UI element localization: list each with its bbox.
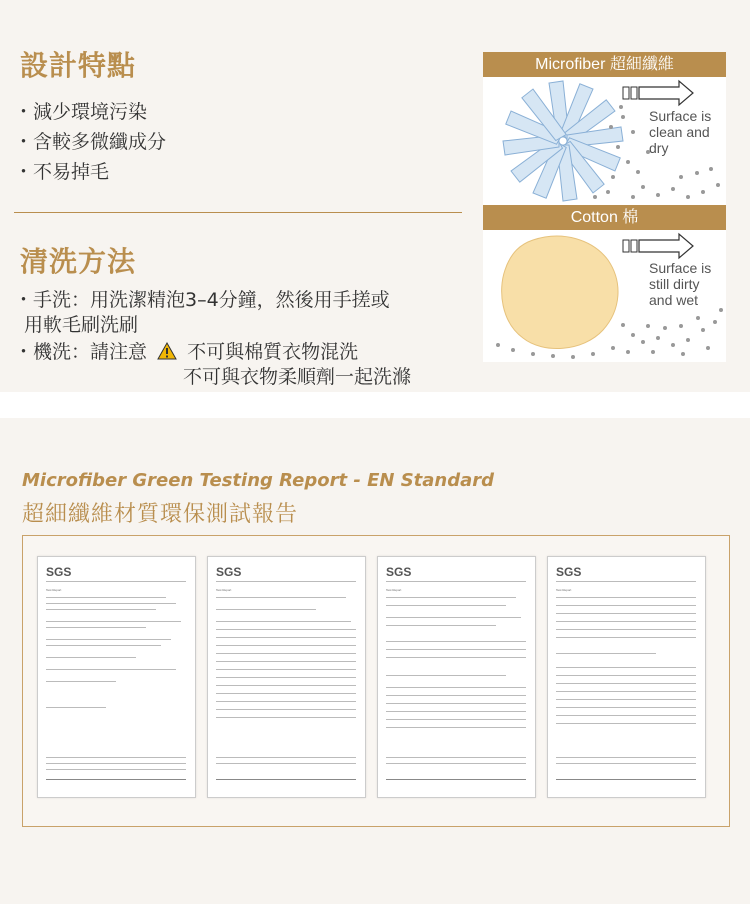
- report-title-zh: 超細纖維材質環保測試報告: [22, 502, 299, 527]
- feature-item: ・含較多微纖成分: [14, 131, 167, 153]
- report-heading: Test Report: [386, 588, 402, 592]
- report-heading: Test Report: [216, 588, 232, 592]
- report-page[interactable]: [37, 556, 196, 798]
- arrow-right-icon: [623, 234, 693, 258]
- feature-item: ・減少環境污染: [14, 101, 148, 123]
- report-title-en: Microfiber Green Testing Report - EN Standard: [22, 470, 495, 491]
- report-page[interactable]: [547, 556, 706, 798]
- features-title: 設計特點: [20, 49, 137, 82]
- cotton-caption: Surface is still dirty and wet: [649, 260, 712, 308]
- report-page[interactable]: [377, 556, 536, 798]
- machine-wash-prefix: ・機洗：請注意: [14, 341, 148, 363]
- sgs-logo: SGS: [556, 565, 582, 579]
- warning-triangle-icon: [157, 342, 177, 360]
- microfiber-label: Microfiber 超細纖維: [483, 52, 726, 77]
- hand-wash-line: ・手洗：用洗潔精泡3–4分鐘，然後用手搓或: [14, 289, 390, 311]
- section-gap: [0, 392, 750, 418]
- report-page[interactable]: [207, 556, 366, 798]
- test-report-gallery: [22, 535, 730, 827]
- microfiber-caption: Surface is clean and dry: [649, 108, 712, 156]
- microfiber-vs-cotton-diagram: [483, 52, 726, 362]
- feature-item: ・不易掉毛: [14, 161, 110, 183]
- sgs-logo: SGS: [386, 565, 412, 579]
- washing-title: 清洗方法: [20, 245, 137, 278]
- machine-wash-note: 不可與棉質衣物混洗: [187, 341, 359, 363]
- report-heading: Test Report: [556, 588, 572, 592]
- hand-wash-line: 用軟毛刷洗刷: [24, 314, 139, 336]
- arrow-right-icon: [623, 81, 693, 105]
- sgs-logo: SGS: [46, 565, 72, 579]
- report-heading: Test Report: [46, 588, 62, 592]
- sgs-logo: SGS: [216, 565, 242, 579]
- cotton-label: Cotton 棉: [483, 205, 726, 230]
- machine-wash-note: 不可與衣物柔順劑一起洗滌: [183, 366, 412, 388]
- section-divider: [14, 212, 462, 213]
